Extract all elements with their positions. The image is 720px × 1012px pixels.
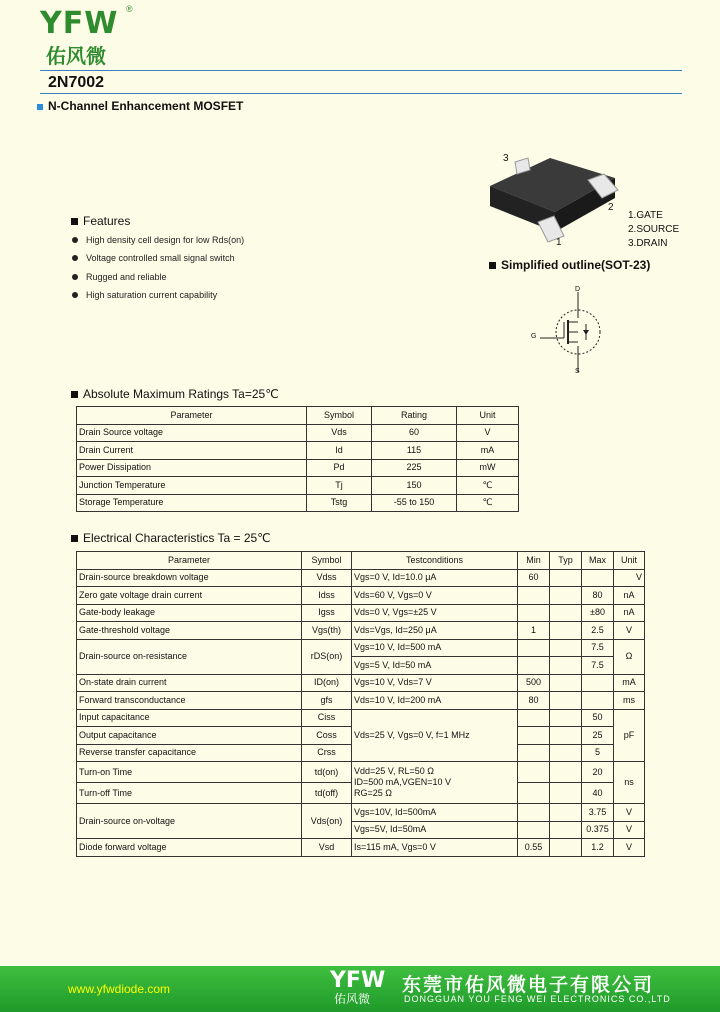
subtitle: N-Channel Enhancement MOSFET	[48, 99, 244, 113]
table-cell	[550, 744, 582, 762]
table-cell	[550, 639, 582, 657]
feature-item: Voltage controlled small signal switch	[86, 253, 235, 263]
table-row	[77, 692, 645, 710]
table-row	[77, 622, 645, 640]
table-cell: Vds=60 V, Vgs=0 V	[352, 587, 518, 605]
features-title: Features	[83, 214, 131, 228]
bullet-dot-icon	[72, 292, 78, 298]
table-row	[77, 442, 519, 460]
table-cell: 225	[372, 459, 457, 477]
table-cell: 60	[518, 569, 550, 587]
table-cell: V	[614, 839, 645, 857]
table-cell: Tstg	[307, 494, 372, 512]
table-header-cell: Parameter	[77, 407, 307, 425]
table-cell: td(off)	[302, 783, 352, 804]
table-cell: Vgs=5 V, Id=50 mA	[352, 657, 518, 675]
switching-condition: Vdd=25 V, RL=50 Ω	[354, 766, 434, 776]
abs-ratings-bullet-icon	[71, 391, 78, 398]
table-cell: 500	[518, 674, 550, 692]
table-cell: Vds=0 V, Vgs=±25 V	[352, 604, 518, 622]
table-row	[77, 494, 519, 512]
table-cell: V	[614, 622, 645, 640]
table-cell: 60	[372, 424, 457, 442]
table-cell: 1	[518, 622, 550, 640]
table-cell: -55 to 150	[372, 494, 457, 512]
table-cell: Drain Source voltage	[77, 424, 307, 442]
elec-bullet-icon	[71, 535, 78, 542]
table-header-cell: Unit	[457, 407, 519, 425]
table-row	[77, 762, 645, 783]
table-cell: Vdss	[302, 569, 352, 587]
table-cell: Drain Current	[77, 442, 307, 460]
pin-drain-label: 3.DRAIN	[628, 238, 668, 249]
drain-symbol-label: D	[575, 286, 581, 293]
table-cell: ℃	[457, 494, 519, 512]
table-cell	[550, 692, 582, 710]
company-name-en: DONGGUAN YOU FENG WEI ELECTRONICS CO.,LTD	[404, 994, 671, 1004]
table-cell: Crss	[302, 744, 352, 762]
table-cell	[550, 762, 582, 783]
part-number: 2N7002	[48, 74, 105, 91]
table-header-cell: Parameter	[77, 552, 302, 570]
table-cell: nA	[614, 604, 645, 622]
table-header-cell: Testconditions	[352, 552, 518, 570]
table-cell	[518, 587, 550, 605]
table-cell: Tj	[307, 477, 372, 495]
header-rule-top	[40, 70, 682, 71]
table-cell: 40	[582, 783, 614, 804]
footer-logo: YFW	[330, 968, 386, 993]
bullet-dot-icon	[72, 255, 78, 261]
table-header-cell: Rating	[372, 407, 457, 425]
table-header-cell: Symbol	[302, 552, 352, 570]
table-cell	[550, 674, 582, 692]
table-cell	[550, 821, 582, 839]
table-cell: nA	[614, 587, 645, 605]
table-row	[77, 477, 519, 495]
table-cell: Turn-off Time	[77, 783, 302, 804]
switching-condition: RG=25 Ω	[354, 788, 392, 798]
table-row	[77, 674, 645, 692]
table-cell: mW	[457, 459, 519, 477]
table-cell: Pd	[307, 459, 372, 477]
table-cell: 2.5	[582, 622, 614, 640]
table-header-cell: Typ	[550, 552, 582, 570]
table-cell: Vgs=10 V, Vds=7 V	[352, 674, 518, 692]
table-cell: Power Dissipation	[77, 459, 307, 477]
pin-gate-label: 1.GATE	[628, 210, 663, 221]
table-cell: Vds=10 V, Id=200 mA	[352, 692, 518, 710]
table-cell	[550, 604, 582, 622]
table-cell: Gate-threshold voltage	[77, 622, 302, 640]
table-row	[77, 424, 519, 442]
bullet-dot-icon	[72, 274, 78, 280]
table-cell: Id	[307, 442, 372, 460]
table-cell	[582, 692, 614, 710]
table-cell: 20	[582, 762, 614, 783]
table-cell	[550, 804, 582, 822]
table-cell: Output capacitance	[77, 727, 302, 745]
brand-logo-cn: 佑风微	[46, 44, 106, 68]
table-cell: 80	[582, 587, 614, 605]
table-cell: Vgs=5V, Id=50mA	[352, 821, 518, 839]
table-cell: Vgs=0 V, Id=10.0 μA	[352, 569, 518, 587]
features-bullet-icon	[71, 218, 78, 225]
table-cell: Drain-source on-voltage	[77, 804, 302, 839]
brand-logo: YFW	[40, 6, 119, 41]
table-cell: ns	[614, 762, 645, 804]
table-cell: Vgs(th)	[302, 622, 352, 640]
table-header-row	[77, 407, 519, 425]
table-cell: rDS(on)	[302, 639, 352, 674]
outline-bullet-icon	[489, 262, 496, 269]
table-header-cell: Min	[518, 552, 550, 570]
outline-title: Simplified outline(SOT-23)	[501, 258, 651, 272]
table-cell	[518, 762, 550, 783]
table-header-row	[77, 552, 645, 570]
switching-condition: ID=500 mA,VGEN=10 V	[354, 777, 452, 787]
table-row	[77, 604, 645, 622]
table-cell	[518, 821, 550, 839]
table-cell: 1.2	[582, 839, 614, 857]
table-cell: 150	[372, 477, 457, 495]
table-cell	[550, 622, 582, 640]
table-cell: Storage Temperature	[77, 494, 307, 512]
source-symbol-label: S	[575, 368, 580, 375]
table-cell	[550, 727, 582, 745]
table-cell	[550, 569, 582, 587]
table-row	[77, 804, 645, 822]
table-cell: Vds	[307, 424, 372, 442]
table-cell	[518, 727, 550, 745]
table-cell: Drain-source on-resistance	[77, 639, 302, 674]
feature-item: High density cell design for low Rds(on)	[86, 235, 245, 245]
table-cell: V	[614, 569, 645, 587]
table-cell	[518, 744, 550, 762]
website-link[interactable]: www.yfwdiode.com	[68, 982, 171, 996]
table-cell: Vgs=10V, Id=500mA	[352, 804, 518, 822]
table-cell: Forward transconductance	[77, 692, 302, 710]
table-cell: Junction Temperature	[77, 477, 307, 495]
table-cell	[550, 587, 582, 605]
header-rule-bottom	[40, 93, 682, 94]
table-cell: 0.55	[518, 839, 550, 857]
table-row	[77, 709, 645, 727]
abs-ratings-table	[76, 406, 519, 512]
registered-mark: ®	[126, 4, 133, 14]
feature-item: High saturation current capability	[86, 290, 218, 300]
table-cell: Turn-on Time	[77, 762, 302, 783]
table-cell	[582, 569, 614, 587]
table-cell	[550, 839, 582, 857]
elec-title: Electrical Characteristics Ta = 25℃	[83, 531, 271, 545]
table-cell	[518, 639, 550, 657]
table-cell	[550, 657, 582, 675]
table-cell: Input capacitance	[77, 709, 302, 727]
table-cell	[352, 762, 518, 804]
table-cell: ID(on)	[302, 674, 352, 692]
abs-ratings-title: Absolute Maximum Ratings Ta=25℃	[83, 387, 279, 401]
table-cell: 7.5	[582, 657, 614, 675]
table-cell: gfs	[302, 692, 352, 710]
table-cell	[550, 783, 582, 804]
table-cell: Igss	[302, 604, 352, 622]
elec-char-table	[76, 551, 645, 857]
table-cell: mA	[614, 674, 645, 692]
table-header-cell: Symbol	[307, 407, 372, 425]
table-row	[77, 459, 519, 477]
table-cell: 7.5	[582, 639, 614, 657]
table-cell: Vgs=10 V, Id=500 mA	[352, 639, 518, 657]
table-cell: Drain-source breakdown voltage	[77, 569, 302, 587]
table-row	[77, 839, 645, 857]
table-cell: ±80	[582, 604, 614, 622]
pin-label-1: 1	[556, 237, 562, 248]
table-cell	[518, 657, 550, 675]
table-cell	[582, 674, 614, 692]
feature-item: Rugged and reliable	[86, 272, 167, 282]
table-cell: td(on)	[302, 762, 352, 783]
table-cell: Is=115 mA, Vgs=0 V	[352, 839, 518, 857]
table-cell	[518, 783, 550, 804]
gate-symbol-label: G	[531, 333, 537, 340]
table-cell: mA	[457, 442, 519, 460]
table-cell: ms	[614, 692, 645, 710]
mosfet-symbol-icon	[528, 288, 608, 378]
table-cell: pF	[614, 709, 645, 762]
table-header-cell: Max	[582, 552, 614, 570]
table-cell: Reverse transfer capacitance	[77, 744, 302, 762]
bullet-dot-icon	[72, 237, 78, 243]
pin-source-label: 2.SOURCE	[628, 224, 680, 235]
table-cell: 0.375	[582, 821, 614, 839]
pin-label-2: 2	[608, 202, 614, 213]
table-cell: Vsd	[302, 839, 352, 857]
table-cell	[518, 604, 550, 622]
table-cell: 50	[582, 709, 614, 727]
footer-logo-cn: 佑风微	[334, 992, 371, 1006]
table-cell: Vds(on)	[302, 804, 352, 839]
pin-label-3: 3	[503, 153, 509, 164]
table-cell: Zero gate voltage drain current	[77, 587, 302, 605]
table-cell: V	[457, 424, 519, 442]
table-cell	[550, 709, 582, 727]
table-cell: Ω	[614, 639, 645, 674]
table-cell: Vds=25 V, Vgs=0 V, f=1 MHz	[352, 709, 518, 762]
table-cell: V	[614, 804, 645, 822]
table-cell: Vds=Vgs, Id=250 μA	[352, 622, 518, 640]
table-cell: Idss	[302, 587, 352, 605]
bullet-square-icon	[37, 104, 43, 110]
table-cell: 3.75	[582, 804, 614, 822]
table-cell	[518, 804, 550, 822]
table-row	[77, 639, 645, 657]
table-cell: 80	[518, 692, 550, 710]
table-cell: 115	[372, 442, 457, 460]
table-cell: Diode forward voltage	[77, 839, 302, 857]
table-cell: On-state drain current	[77, 674, 302, 692]
company-name-cn: 东莞市佑风微电子有限公司	[402, 974, 655, 996]
table-cell: Coss	[302, 727, 352, 745]
table-cell: 25	[582, 727, 614, 745]
table-cell: 5	[582, 744, 614, 762]
table-header-cell: Unit	[614, 552, 645, 570]
table-row	[77, 587, 645, 605]
table-row	[77, 569, 645, 587]
table-cell	[518, 709, 550, 727]
table-cell: V	[614, 821, 645, 839]
table-cell: ℃	[457, 477, 519, 495]
table-cell: Ciss	[302, 709, 352, 727]
table-cell: Gate-body leakage	[77, 604, 302, 622]
